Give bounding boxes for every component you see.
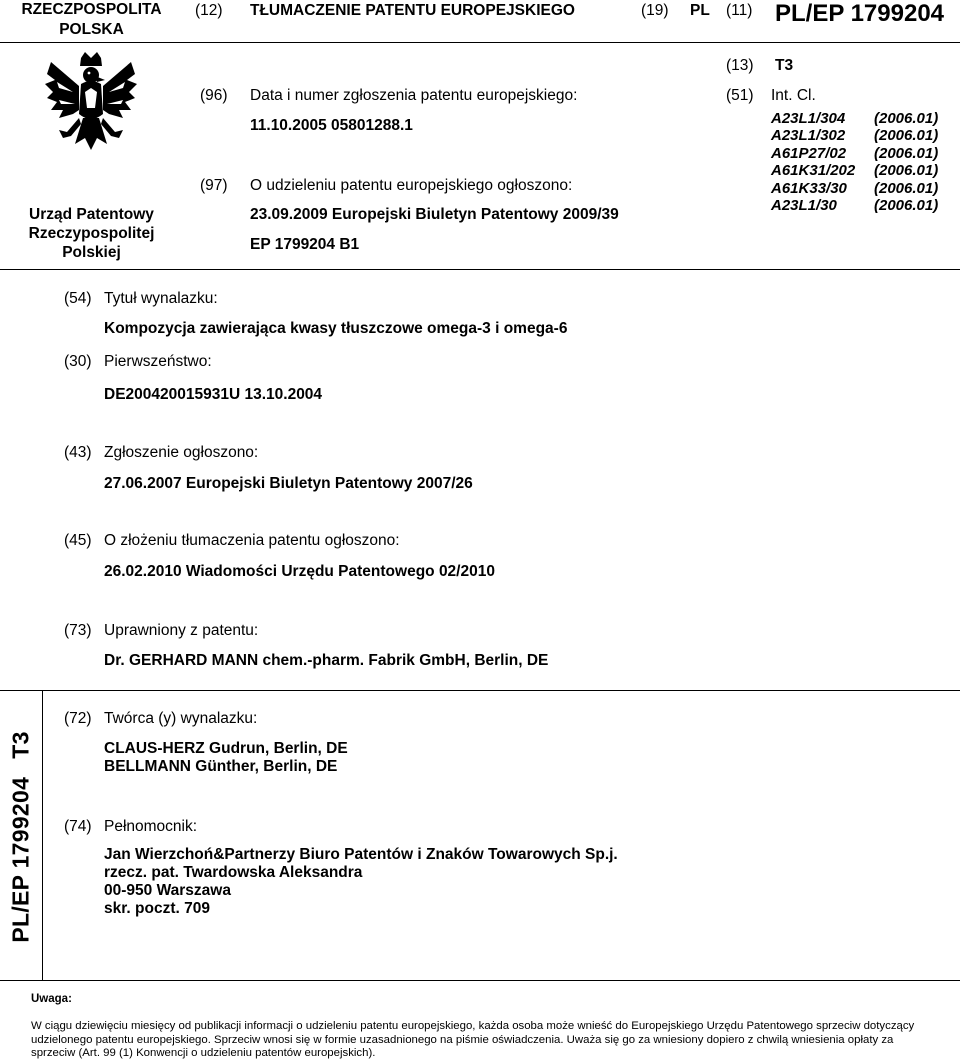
code-97: (97) [200, 177, 228, 194]
classification-row [771, 110, 938, 127]
classification-code: A61K33/30 [771, 179, 847, 197]
code-19: (19) [641, 2, 669, 19]
classification-date: (2006.01) [874, 196, 939, 214]
country-name [13, 0, 170, 40]
attorney-line-3: 00-950 Warszawa [104, 882, 231, 899]
classification-date: (2006.01) [874, 144, 939, 162]
code-45: (45) [64, 532, 92, 549]
code-74: (74) [64, 818, 92, 835]
note-label: Uwaga: [31, 993, 72, 1005]
classification-row [771, 162, 938, 179]
patent-number: PL/EP 1799204 [775, 0, 945, 27]
attorney-line-4: skr. poczt. 709 [104, 900, 210, 917]
side-kind-code: T3 [7, 731, 34, 759]
patent-office-name [13, 205, 170, 262]
code-11: (11) [726, 2, 753, 19]
translation-value: 26.02.2010 Wiadomości Urzędu Patentowego 02/2010 [104, 563, 495, 580]
code-96: (96) [200, 87, 228, 104]
side-patent-label [0, 718, 42, 956]
grant-value: 23.09.2009 Europejski Biuletyn Patentowy 2009/39 [250, 206, 619, 223]
publication-value: 27.06.2007 Europejski Biuletyn Patentowy 2007/26 [104, 475, 473, 492]
ep-number: EP 1799204 B1 [250, 236, 360, 253]
classification-code: A61P27/02 [771, 144, 847, 162]
section-rule [0, 269, 960, 270]
filing-value: 11.10.2005 05801288.1 [250, 117, 413, 134]
classification-row [771, 197, 938, 214]
classification-date: (2006.01) [874, 127, 939, 145]
publication-label: Zgłoszenie ogłoszono: [104, 444, 259, 461]
int-cl-label: Int. Cl. [771, 87, 816, 104]
classification-code: A61K31/202 [771, 162, 856, 180]
proprietor-value: Dr. GERHARD MANN chem.-pharm. Fabrik GmbH, Berlin, DE [104, 652, 549, 669]
invention-title: Kompozycja zawierająca kwasy tłuszczowe omega-3 i omega-6 [104, 320, 568, 337]
classification-code: A23L1/302 [771, 127, 846, 145]
country-code: PL [690, 2, 710, 19]
section-rule [0, 690, 960, 691]
note-text: W ciągu dziewięciu miesięcy od publikacji informacji o udzieleniu patentu europejskiego, każda osoba może wnieść do Europejskiego Urzędu Patentowego sprzeciw dotyczący udzielonego patentu europejskiego. Sprzeciw wnosi się w formie uzasadnionego na piśmie oświadczenia. Uważa się go za wniesiony dopiero z chwilą wniesienia opłaty za sprzeciw (Art. 99 (1) Konwencji o udzieleniu patentów europejskich). [31, 1020, 915, 1059]
code-73: (73) [64, 622, 92, 639]
code-12: (12) [195, 2, 223, 19]
classification-date: (2006.01) [874, 162, 939, 180]
code-13: (13) [726, 57, 754, 74]
attorney-block [104, 846, 618, 918]
classification-row [771, 127, 938, 144]
classification-date: (2006.01) [874, 110, 939, 127]
polish-eagle-emblem-icon [45, 52, 137, 174]
inventor-label: Twórca (y) wynalazku: [104, 710, 258, 727]
attorney-label: Pełnomocnik: [104, 818, 198, 835]
translation-label: O złożeniu tłumaczenia patentu ogłoszono: [104, 532, 400, 549]
inventor-list [104, 740, 348, 776]
side-divider [42, 690, 43, 980]
office-line-3: Polskiej [62, 244, 121, 261]
title-label: Tytuł wynalazku: [104, 290, 218, 307]
kind-code: T3 [775, 57, 794, 74]
side-patent-number: PL/EP 1799204 [7, 776, 34, 943]
classification-table [771, 110, 938, 214]
office-line-2: Rzeczypospolitej [28, 225, 155, 242]
header-rule [0, 42, 960, 43]
code-30: (30) [64, 353, 92, 370]
country-line-1: RZECZPOSPOLITA [21, 1, 162, 18]
grant-label: O udzieleniu patentu europejskiego ogłoszono: [250, 177, 573, 194]
footer-rule [0, 980, 960, 981]
priority-value: DE200420015931U 13.10.2004 [104, 386, 323, 403]
inventor-2: BELLMANN Günther, Berlin, DE [104, 758, 338, 775]
attorney-line-2: rzecz. pat. Twardowska Aleksandra [104, 864, 363, 881]
classification-row [771, 180, 938, 197]
office-line-1: Urząd Patentowy [29, 206, 154, 223]
inventor-1: CLAUS-HERZ Gudrun, Berlin, DE [104, 740, 348, 757]
classification-code: A23L1/304 [771, 110, 846, 127]
filing-label: Data i numer zgłoszenia patentu europejskiego: [250, 87, 578, 104]
proprietor-label: Uprawniony z patentu: [104, 622, 259, 639]
classification-date: (2006.01) [874, 179, 939, 197]
code-72: (72) [64, 710, 92, 727]
classification-row [771, 145, 938, 162]
country-line-2: POLSKA [59, 21, 124, 38]
code-51: (51) [726, 87, 754, 104]
code-54: (54) [64, 290, 92, 307]
priority-label: Pierwszeństwo: [104, 353, 212, 370]
document-type: TŁUMACZENIE PATENTU EUROPEJSKIEGO [250, 2, 575, 19]
code-43: (43) [64, 444, 92, 461]
classification-code: A23L1/30 [771, 196, 837, 214]
attorney-line-1: Jan Wierzchoń&Partnerzy Biuro Patentów i Znaków Towarowych Sp.j. [104, 846, 618, 863]
